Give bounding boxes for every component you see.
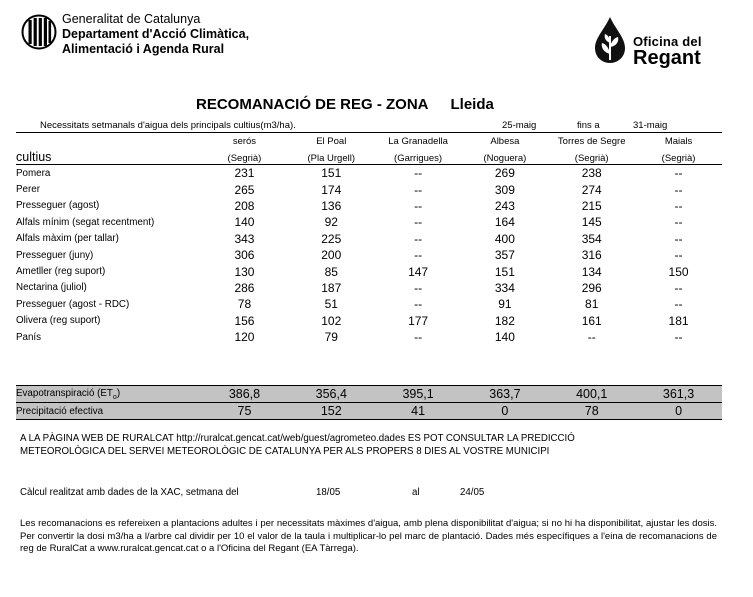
crop-value: -- xyxy=(674,297,683,312)
crop-value: 208 xyxy=(234,198,255,213)
crops-column-header: cultius xyxy=(16,148,201,165)
crop-value: -- xyxy=(674,166,683,181)
crop-name: Alfals màxim (per tallar) xyxy=(16,233,119,245)
precipitation-value: 0 xyxy=(635,403,722,420)
crop-value: -- xyxy=(414,182,423,197)
crop-value: -- xyxy=(674,198,683,213)
organization-name xyxy=(62,12,249,57)
station-region: (Segrià) xyxy=(548,148,635,165)
crop-value: 145 xyxy=(581,215,602,230)
crop-value: 182 xyxy=(494,313,515,328)
irrigation-table xyxy=(16,134,722,420)
calculation-end-date: 24/05 xyxy=(460,487,485,498)
crop-name: Perer xyxy=(16,184,40,196)
table-row xyxy=(16,214,722,230)
needs-caption: Necessitats setmanals d'aigua dels principals cultius(m3/ha). xyxy=(40,120,296,131)
crop-value: 265 xyxy=(234,182,255,197)
precipitation-row xyxy=(16,403,722,420)
crop-name: Presseguer (juny) xyxy=(16,249,94,261)
crop-value: 400 xyxy=(494,231,515,246)
report-title xyxy=(196,96,494,113)
crop-value: -- xyxy=(587,330,596,345)
crop-value: 243 xyxy=(494,198,515,213)
et-value: 400,1 xyxy=(548,386,635,403)
oficina-regant-logo xyxy=(592,16,628,64)
table-row xyxy=(16,296,722,312)
station-region: (Pla Urgell) xyxy=(288,148,375,165)
forecast-note-line-1: A LA PÀGINA WEB DE RURALCAT http://ruralcat.gencat.cat/web/guest/agrometeo.dades ES POT CONSULTAR LA PREDICCIÓ xyxy=(20,433,575,444)
et-label-close: ) xyxy=(116,387,121,399)
date-from: 25-maig xyxy=(502,120,537,131)
station-name: Albesa xyxy=(490,135,520,147)
crop-value: 79 xyxy=(324,330,338,345)
table-row xyxy=(16,181,722,197)
crop-value: -- xyxy=(674,215,683,230)
crop-value: 156 xyxy=(234,313,255,328)
et-value: 386,8 xyxy=(201,386,288,403)
station-region: (Noguera) xyxy=(461,148,548,165)
crop-value: 164 xyxy=(494,215,515,230)
et-label-text: Evapotranspiració (ET xyxy=(16,387,113,399)
crop-value: -- xyxy=(674,182,683,197)
precipitation-label: Precipitació efectiva xyxy=(16,403,201,420)
table-row xyxy=(16,198,722,214)
evapotranspiration-row xyxy=(16,386,722,403)
precipitation-value: 75 xyxy=(201,403,288,420)
et-value: 356,4 xyxy=(288,386,375,403)
crop-value: 181 xyxy=(668,313,689,328)
crop-value: 274 xyxy=(581,182,602,197)
station-region: (Segrià) xyxy=(635,148,722,165)
department-line-1: Departament d'Acció Climàtica, xyxy=(62,27,250,41)
crop-name: Pomera xyxy=(16,167,51,179)
crop-value: -- xyxy=(414,231,423,246)
title-zone: Lleida xyxy=(450,96,494,113)
crop-value: 134 xyxy=(581,264,602,279)
forecast-note xyxy=(20,432,720,458)
crop-value: 150 xyxy=(668,264,689,279)
crop-value: 334 xyxy=(494,280,515,295)
crop-value: 177 xyxy=(408,313,429,328)
station-name: El Poal xyxy=(316,135,347,147)
crop-name: Presseguer (agost) xyxy=(16,200,100,212)
crop-value: 130 xyxy=(234,264,255,279)
crop-name: Nectarina (juliol) xyxy=(16,282,87,294)
station-name: Maials xyxy=(664,135,693,147)
regant-line-1: Oficina del xyxy=(633,34,702,49)
crop-value: 136 xyxy=(321,198,342,213)
crop-value: 161 xyxy=(581,313,602,328)
crop-value: 174 xyxy=(321,182,342,197)
crop-value: 357 xyxy=(494,248,515,263)
table-row xyxy=(16,247,722,263)
table-row xyxy=(16,263,722,279)
crop-name: Panís xyxy=(16,331,42,343)
precipitation-value: 0 xyxy=(461,403,548,420)
calculation-al: al xyxy=(412,487,420,498)
crop-value: 231 xyxy=(234,166,255,181)
crop-value: -- xyxy=(674,248,683,263)
station-name: Torres de Segre xyxy=(557,135,626,147)
table-spacer xyxy=(16,345,722,386)
date-to: 31-maig xyxy=(633,120,668,131)
crop-value: 81 xyxy=(585,297,599,312)
et-value: 395,1 xyxy=(375,386,462,403)
crop-value: 102 xyxy=(321,313,342,328)
generalitat-logo xyxy=(20,14,58,50)
crop-value: 225 xyxy=(321,231,342,246)
crop-value: 200 xyxy=(321,248,342,263)
crop-value: 140 xyxy=(494,330,515,345)
crop-value: -- xyxy=(414,330,423,345)
crop-value: 120 xyxy=(234,330,255,345)
crop-value: -- xyxy=(414,198,423,213)
crop-value: 343 xyxy=(234,231,255,246)
header-divider xyxy=(16,132,722,133)
evapotranspiration-label xyxy=(16,386,201,403)
table-row xyxy=(16,165,722,182)
crop-value: 296 xyxy=(581,280,602,295)
precipitation-value: 152 xyxy=(288,403,375,420)
crop-value: -- xyxy=(674,330,683,345)
crop-value: 147 xyxy=(408,264,429,279)
precipitation-value: 41 xyxy=(375,403,462,420)
crop-value: -- xyxy=(674,231,683,246)
crop-value: 140 xyxy=(234,215,255,230)
crop-name: Ametller (reg suport) xyxy=(16,266,106,278)
crop-value: 151 xyxy=(321,166,342,181)
et-value: 361,3 xyxy=(635,386,722,403)
oficina-regant-wordmark xyxy=(633,34,702,67)
crop-value: 78 xyxy=(237,297,252,312)
department-line-2: Alimentació i Agenda Rural xyxy=(62,42,225,56)
recommendations-note: Les recomanacions es refereixen a plantacions adultes i per necessitats màximes d'aigua, amb plena disponibilitat d'aigua; si no hi ha disponibilitat, ajustar les dosis. Per convertir la dosi m3/ha a l/arbre cal dividir per 10 el valor de la taula i multiplicar-lo pel marc de plantació. Dades més específiques a l'eina de recomanacions de reg de RuralCat a www.ruralcat.gencat.cat o a l'Oficina del Regant (EA Tàrrega). xyxy=(20,518,717,554)
crop-value: 151 xyxy=(494,264,515,279)
crop-name: Presseguer (agost - RDC) xyxy=(16,298,130,310)
calculation-start-date: 18/05 xyxy=(316,487,341,498)
table-row xyxy=(16,329,722,345)
date-separator: fins a xyxy=(577,120,600,131)
crop-value: -- xyxy=(414,215,423,230)
crop-value: -- xyxy=(414,166,423,181)
crop-value: -- xyxy=(414,280,423,295)
crop-value: 215 xyxy=(581,198,602,213)
crop-value: 286 xyxy=(234,280,255,295)
station-region: (Garrigues) xyxy=(375,148,462,165)
precipitation-value: 78 xyxy=(548,403,635,420)
crop-value: 92 xyxy=(324,215,338,230)
title-main: RECOMANACIÓ DE REG - ZONA xyxy=(196,96,429,113)
crop-value: 269 xyxy=(494,166,515,181)
crop-value: 187 xyxy=(321,280,342,295)
station-name: serós xyxy=(232,135,257,147)
generalitat-label: Generalitat de Catalunya xyxy=(62,12,201,26)
crop-value: 85 xyxy=(324,264,338,279)
crop-value: 238 xyxy=(581,166,602,181)
table-row xyxy=(16,231,722,247)
table-row xyxy=(16,280,722,296)
header-row-stations xyxy=(16,134,722,148)
crop-name: Alfals mínim (segat recentment) xyxy=(16,216,155,228)
regant-line-2: Regant xyxy=(633,47,701,69)
crop-value: -- xyxy=(414,248,423,263)
et-value: 363,7 xyxy=(461,386,548,403)
table-row xyxy=(16,313,722,329)
station-name: La Granadella xyxy=(388,135,448,147)
crop-value: -- xyxy=(414,297,423,312)
crop-value: -- xyxy=(674,280,683,295)
crop-value: 309 xyxy=(494,182,515,197)
calculation-label: Càlcul realitzat amb dades de la XAC, setmana del xyxy=(20,487,239,498)
forecast-note-line-2: METEOROLÒGICA DEL SERVEI METEOROLÒGIC DE CATALUNYA PER ALS PROPERS 8 DIES AL VOSTRE MUNICIPI xyxy=(20,446,550,457)
crop-value: 51 xyxy=(324,297,338,312)
crop-value: 316 xyxy=(581,248,602,263)
station-region: (Segrià) xyxy=(201,148,288,165)
crop-name: Olivera (reg suport) xyxy=(16,315,101,327)
crop-value: 354 xyxy=(581,231,602,246)
et-label-subscript: o xyxy=(112,393,117,401)
header-row-regions xyxy=(16,148,722,165)
crop-value: 91 xyxy=(498,297,512,312)
crop-value: 306 xyxy=(234,248,255,263)
